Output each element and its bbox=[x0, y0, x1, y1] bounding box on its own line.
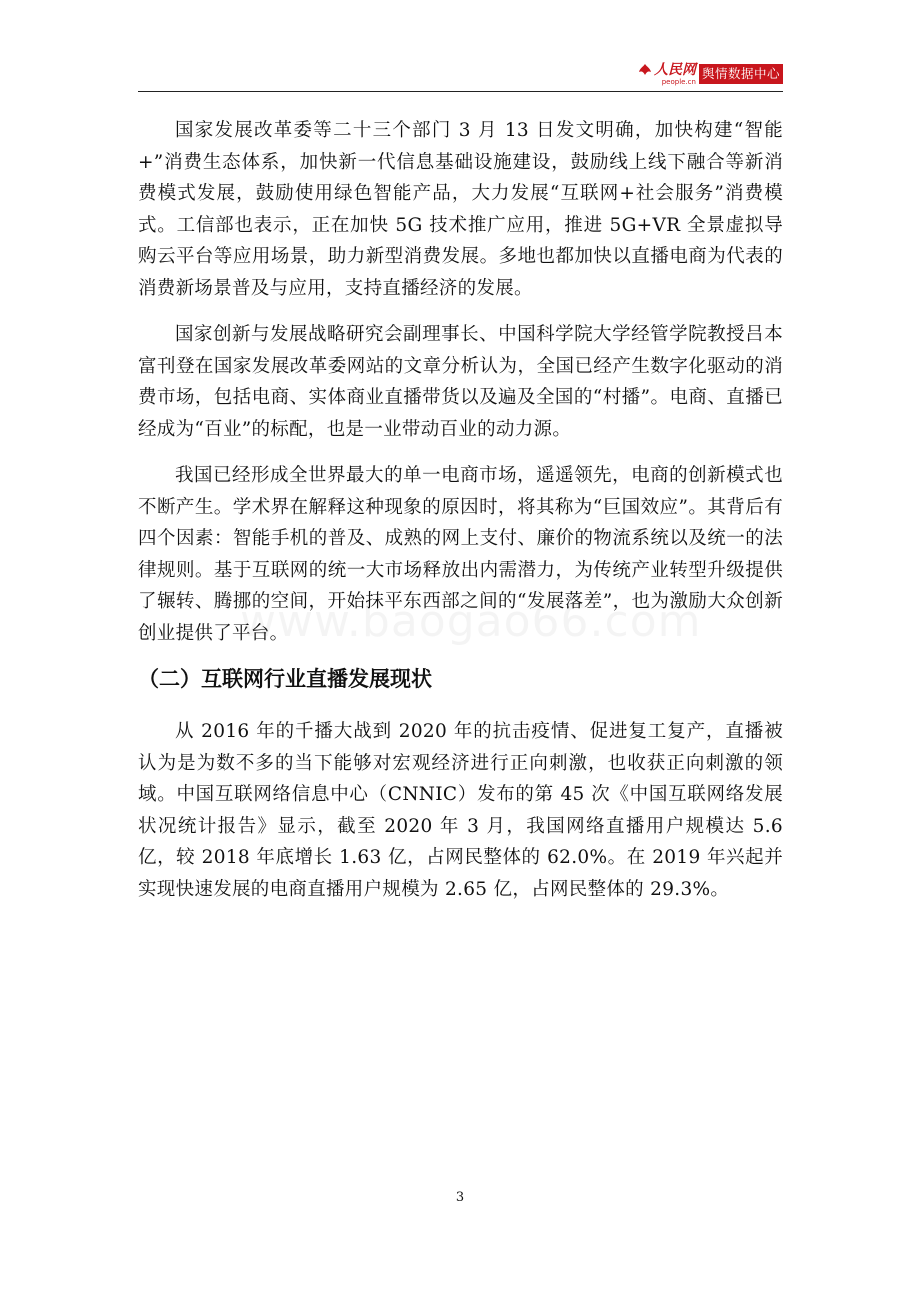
logo-mark bbox=[638, 63, 696, 86]
section-heading: （二）互联网行业直播发展现状 bbox=[138, 667, 432, 691]
people-cn-logo bbox=[638, 62, 783, 86]
people-logo-icon bbox=[638, 63, 652, 77]
header-rule bbox=[138, 91, 783, 92]
paragraph-2: 国家创新与发展战略研究会副理事长、中国科学院大学经管学院教授吕本富刊登在国家发展改革委网站的文章分析认为，全国已经产生数字化驱动的消费市场，包括电商、实体商业直播带货以及遍及全国的“村播”。电商、直播已经成为“百业”的标配，也是一业带动百业的动力源。 bbox=[138, 324, 783, 440]
data-center-label: 舆情数据中心 bbox=[699, 64, 783, 84]
page-number: 3 bbox=[455, 1190, 465, 1205]
document-body bbox=[138, 115, 783, 920]
paragraph-1: 国家发展改革委等二十三个部门 3 月 13 日发文明确，加快构建“智能+”消费生态体系，加快新一代信息基础设施建设，鼓励线上线下融合等新消费模式发展，鼓励使用绿色智能产品，大力发展“互联网+社会服务”消费模式。工信部也表示，正在加快 5G 技术推广应用，推进 5G+VR 全景虚拟导购云平台等应用场景，助力新型消费发展。多地也都加快以直播电商为代表的消费新场景普及与应用，支持直播经济的发展。 bbox=[138, 120, 783, 299]
logo-cn-text: 人民网 bbox=[653, 61, 696, 78]
logo-wordmark bbox=[638, 63, 696, 78]
paragraph-3: 我国已经形成全世界最大的单一电商市场，遥遥领先，电商的创新模式也不断产生。学术界在解释这种现象的原因时，将其称为“巨国效应”。其背后有四个因素：智能手机的普及、成熟的网上支付、廉价的物流系统以及统一的法律规则。基于互联网的统一大市场释放出内需潜力，为传统产业转型升级提供了辗转、腾挪的空间，开始抹平东西部之间的“发展落差”，也为激励大众创新创业提供了平台。 bbox=[138, 465, 783, 644]
page-header bbox=[138, 60, 783, 92]
logo-en-text: people.cn bbox=[661, 77, 696, 86]
section-paragraph: 从 2016 年的千播大战到 2020 年的抗击疫情、促进复工复产，直播被认为是为数不多的当下能够对宏观经济进行正向刺激，也收获正向刺激的领域。中国互联网络信息中心（CNNIC）发布的第 45 次《中国互联网络发展状况统计报告》显示，截至 2020 年 3 月，我国网络直播用户规模达 5.6 亿，较 2018 年底增长 1.63 亿，占网民整体的 62.0%。在 2019 年兴起并实现快速发展的电商直播用户规模为 2.65 亿，占网民整体的 29.3%。 bbox=[138, 721, 783, 900]
